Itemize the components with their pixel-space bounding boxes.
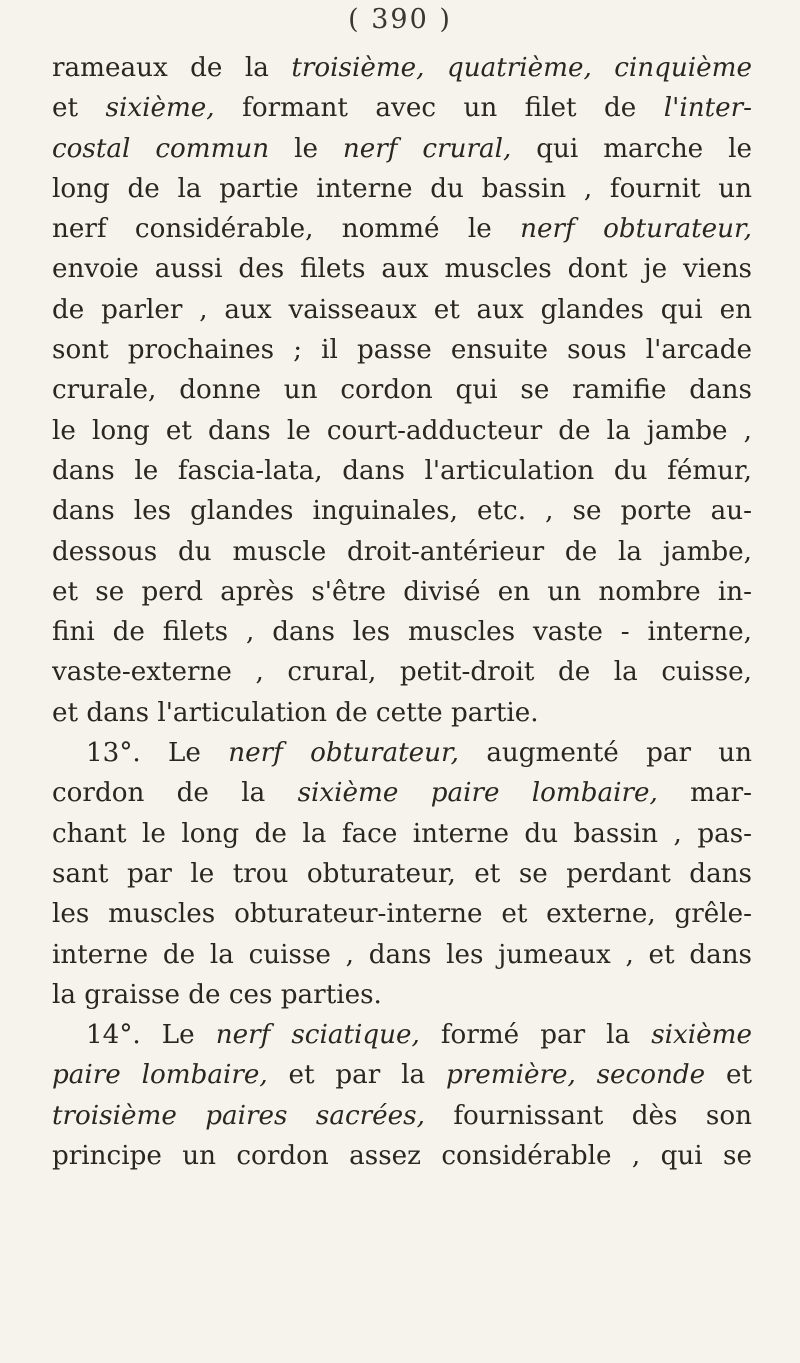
text-line <box>52 370 752 410</box>
italic-text: nerf obturateur, <box>228 738 460 769</box>
text-line <box>52 733 752 773</box>
text-segment: les muscles obturateur-interne et externe, grêle- <box>52 899 752 930</box>
italic-text: costal commun <box>52 133 270 164</box>
text-segment: interne de la cuisse , dans les jumeaux , et dans <box>52 939 752 970</box>
text-segment: 14°. Le <box>86 1020 216 1051</box>
text-line <box>52 88 752 128</box>
text-segment: et <box>52 93 106 124</box>
text-line <box>52 169 752 209</box>
text-line <box>52 894 752 934</box>
italic-text: première, seconde <box>445 1060 706 1091</box>
text-line <box>52 773 752 813</box>
text-segment: le long et dans le court-adducteur de la jambe , <box>52 415 752 446</box>
text-segment: sont prochaines ; il passe ensuite sous l'arcade <box>52 335 752 366</box>
text-line <box>52 209 752 249</box>
text-line <box>52 249 752 289</box>
text-segment: dans le fascia-lata, dans l'articulation du fémur, <box>52 455 752 486</box>
text-line <box>52 451 752 491</box>
italic-text: sixième <box>651 1020 752 1051</box>
text-line <box>52 572 752 612</box>
italic-text: nerf sciatique, <box>215 1020 420 1051</box>
text-segment: et dans l'articulation de cette partie. <box>52 697 539 728</box>
text-segment: dans les glandes inguinales, etc. , se porte au- <box>52 496 752 527</box>
text-segment: et par la <box>267 1060 446 1091</box>
text-line <box>52 1015 752 1055</box>
text-segment: long de la partie interne du bassin , fournit un <box>52 173 752 204</box>
text-line <box>52 411 752 451</box>
italic-text: sixième, <box>105 93 215 124</box>
text-segment: formant avec un filet de <box>214 93 664 124</box>
italic-text: nerf obturateur, <box>520 214 752 245</box>
text-line <box>52 1136 752 1176</box>
text-segment: cordon de la <box>52 778 298 809</box>
text-line <box>52 652 752 692</box>
text-line <box>52 290 752 330</box>
text-segment: fournissant dès son <box>424 1100 752 1131</box>
text-line <box>52 532 752 572</box>
text-line <box>52 935 752 975</box>
italic-text: paire lombaire, <box>52 1060 268 1091</box>
italic-text: troisième, quatrième, cinquième <box>291 53 752 83</box>
text-segment: dessous du muscle droit-antérieur de la jambe, <box>52 536 752 567</box>
text-segment: crurale, donne un cordon qui se ramifie dans <box>52 375 752 406</box>
text-segment: qui marche le <box>511 133 752 164</box>
text-segment: envoie aussi des filets aux muscles dont je viens <box>52 254 752 285</box>
text-segment: augmenté par un <box>459 738 752 769</box>
body-text <box>52 48 752 1176</box>
text-segment: vaste-externe , crural, petit-droit de la cuisse, <box>52 657 752 688</box>
text-line <box>52 612 752 652</box>
text-segment: de parler , aux vaisseaux et aux glandes qui en <box>52 294 752 325</box>
text-line <box>52 48 752 88</box>
italic-text: troisième paires sacrées, <box>52 1100 425 1131</box>
text-line <box>52 491 752 531</box>
text-segment: fini de filets , dans les muscles vaste - interne, <box>52 617 752 648</box>
page-number: ( 390 ) <box>348 4 452 35</box>
text-segment: mar- <box>657 778 752 809</box>
text-segment: le <box>269 133 343 164</box>
italic-text: nerf crural, <box>342 133 512 164</box>
text-segment: et <box>705 1060 752 1091</box>
text-segment: 13°. Le <box>86 738 229 769</box>
text-segment: sant par le trou obturateur, et se perdant dans <box>52 858 752 889</box>
text-segment: et se perd après s'être divisé en un nombre in- <box>52 576 752 607</box>
text-line <box>52 975 752 1015</box>
text-segment: rameaux de la <box>52 53 292 83</box>
text-line <box>52 693 752 733</box>
italic-text: l'inter- <box>663 93 752 124</box>
text-segment: la graisse de ces parties. <box>52 979 382 1010</box>
italic-text: sixième paire lombaire, <box>297 778 658 809</box>
text-line <box>52 1055 752 1095</box>
text-line <box>52 1096 752 1136</box>
text-line <box>52 854 752 894</box>
text-segment: chant le long de la face interne du bassin , pas- <box>52 818 752 849</box>
text-line <box>52 330 752 370</box>
text-line <box>52 814 752 854</box>
text-segment: formé par la <box>419 1020 652 1051</box>
text-segment: nerf considérable, nommé le <box>52 214 521 245</box>
text-segment: principe un cordon assez considérable , qui se <box>52 1141 752 1172</box>
text-line <box>52 129 752 169</box>
